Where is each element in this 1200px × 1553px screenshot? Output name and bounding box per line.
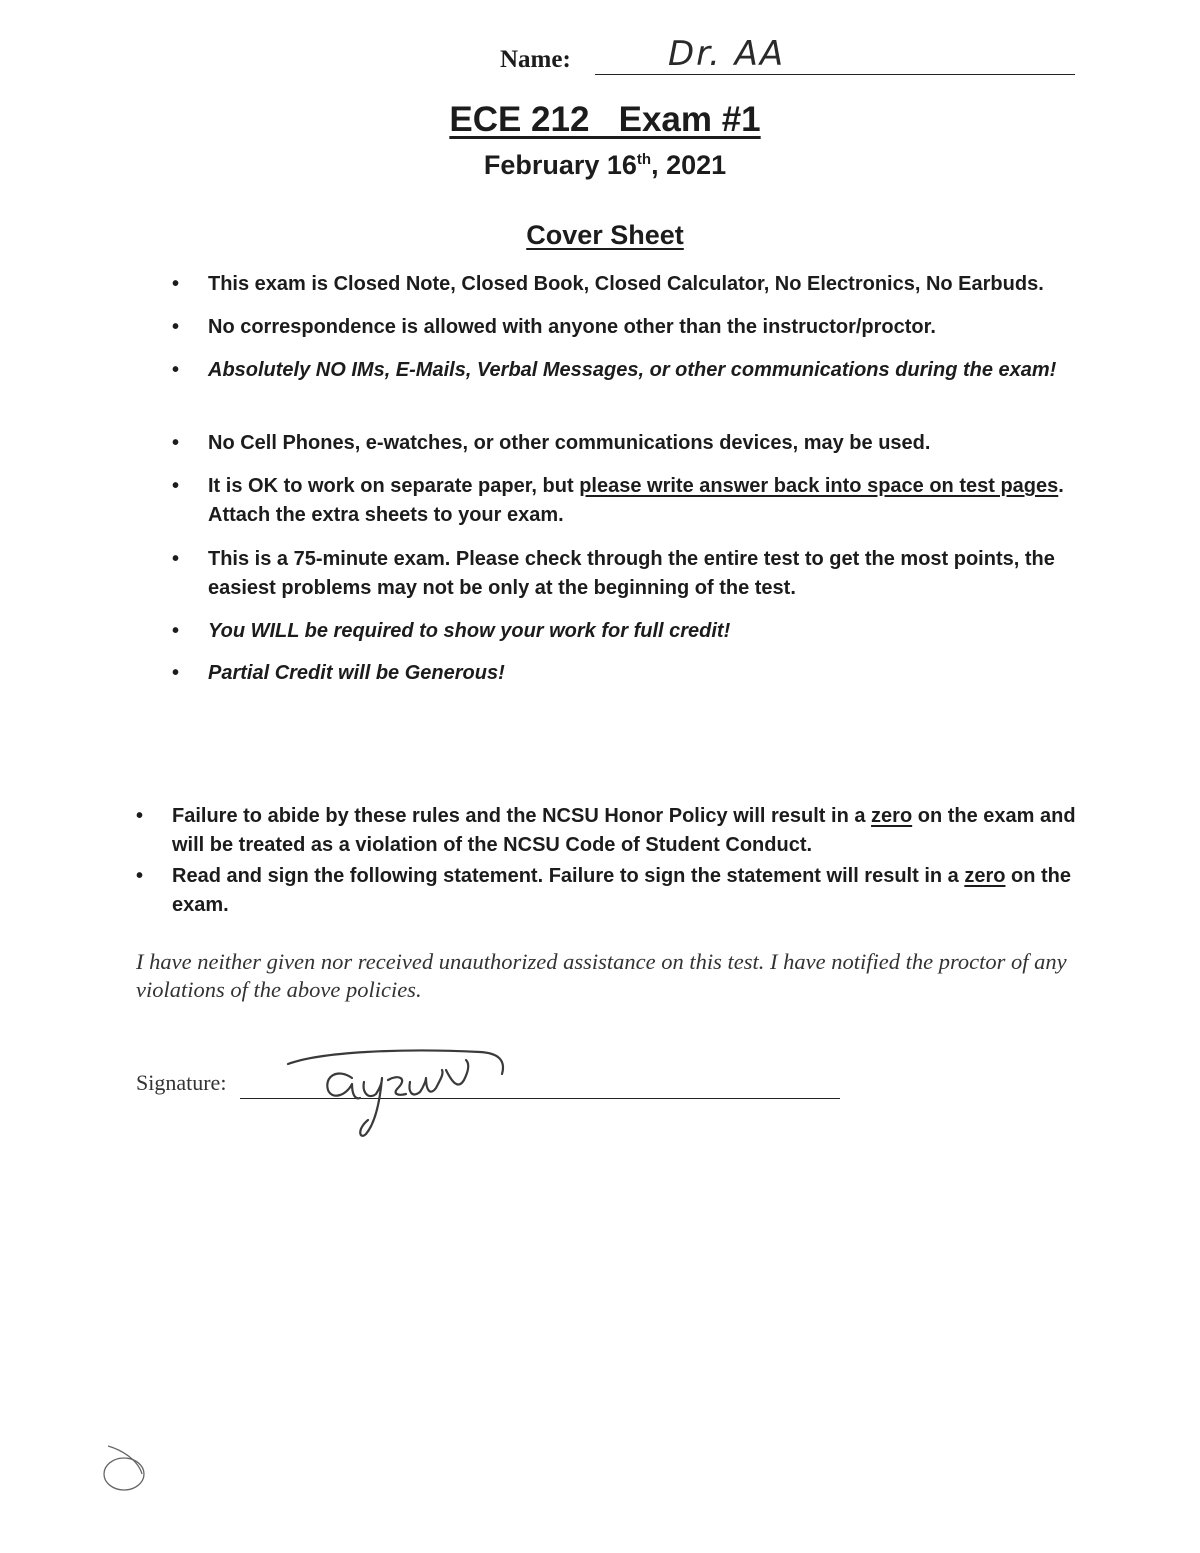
bullet-icon: • xyxy=(172,432,180,454)
name-field xyxy=(500,34,1080,80)
honor-text-after: on the exam. xyxy=(172,865,1072,916)
date-year: , 2021 xyxy=(651,150,727,180)
honor-text-before: Failure to abide by these rules and the NCSU Honor Policy will result in a xyxy=(172,805,872,827)
honor-text-before: Read and sign the following statement. Failure to sign the statement will result in a xyxy=(172,865,965,887)
exam-title: ECE 212 Exam #1 xyxy=(449,100,761,139)
honor-policy-item xyxy=(136,862,1082,920)
rule-text-before: It is OK to work on separate paper, but xyxy=(208,475,580,497)
rule-text: Partial Credit will be Generous! xyxy=(208,662,505,684)
bullet-icon: • xyxy=(172,359,180,381)
rule-text: This is a 75-minute exam. Please check through the entire test to get the most points, the easiest problems may not be only at the beginning of the test. xyxy=(208,548,1055,599)
rule-text: No correspondence is allowed with anyone other than the instructor/proctor. xyxy=(208,316,936,338)
rule-item xyxy=(172,356,1078,385)
honor-statement: I have neither given nor received unauthorized assistance on this test. I have notified the proctor of any violations of the above policies. xyxy=(136,949,1067,1002)
rule-text-after: . Attach the extra sheets to your exam. xyxy=(208,475,1064,526)
honor-text-underlined: zero xyxy=(871,805,913,827)
bullet-icon: • xyxy=(172,316,180,338)
rule-item xyxy=(172,472,1078,530)
bullet-icon: • xyxy=(172,620,180,642)
scan-artifact-mark xyxy=(98,1440,158,1500)
rule-item xyxy=(172,313,1078,342)
bullet-icon: • xyxy=(172,548,180,570)
bullet-icon: • xyxy=(136,805,144,827)
name-underline xyxy=(595,74,1075,75)
handwritten-signature xyxy=(280,1030,520,1140)
bullet-icon: • xyxy=(172,475,180,497)
rule-text: This exam is Closed Note, Closed Book, Closed Calculator, No Electronics, No Earbuds. xyxy=(208,273,1044,295)
bullet-icon: • xyxy=(136,865,144,887)
bullet-icon: • xyxy=(172,662,180,684)
exam-date xyxy=(0,150,1200,181)
cover-sheet-heading: Cover Sheet xyxy=(526,220,684,250)
rule-text: No Cell Phones, e-watches, or other communications devices, may be used. xyxy=(208,432,931,454)
honor-policy-item xyxy=(136,802,1082,860)
rule-item xyxy=(172,659,1078,688)
rule-item xyxy=(172,429,1078,458)
rule-text: You WILL be required to show your work for full credit! xyxy=(208,620,731,642)
date-main: February 16 xyxy=(483,150,637,180)
bullet-icon: • xyxy=(172,273,180,295)
date-suffix: th xyxy=(636,151,652,168)
honor-text-underlined: zero xyxy=(964,865,1006,887)
honor-text-after: on the exam and will be treated as a violation of the NCSU Code of Student Conduct. xyxy=(172,805,1076,856)
signature-label: Signature: xyxy=(136,1070,227,1095)
rule-text: Absolutely NO IMs, E-Mails, Verbal Messages, or other communications during the exam! xyxy=(208,359,1057,381)
name-label: Name: xyxy=(500,46,571,73)
rule-item xyxy=(172,270,1078,299)
name-handwritten-value: Dr. AA xyxy=(668,34,786,74)
rule-item xyxy=(172,545,1078,603)
rule-text-underlined: please write answer back into space on test pages xyxy=(579,475,1059,497)
rule-item xyxy=(172,617,1078,646)
